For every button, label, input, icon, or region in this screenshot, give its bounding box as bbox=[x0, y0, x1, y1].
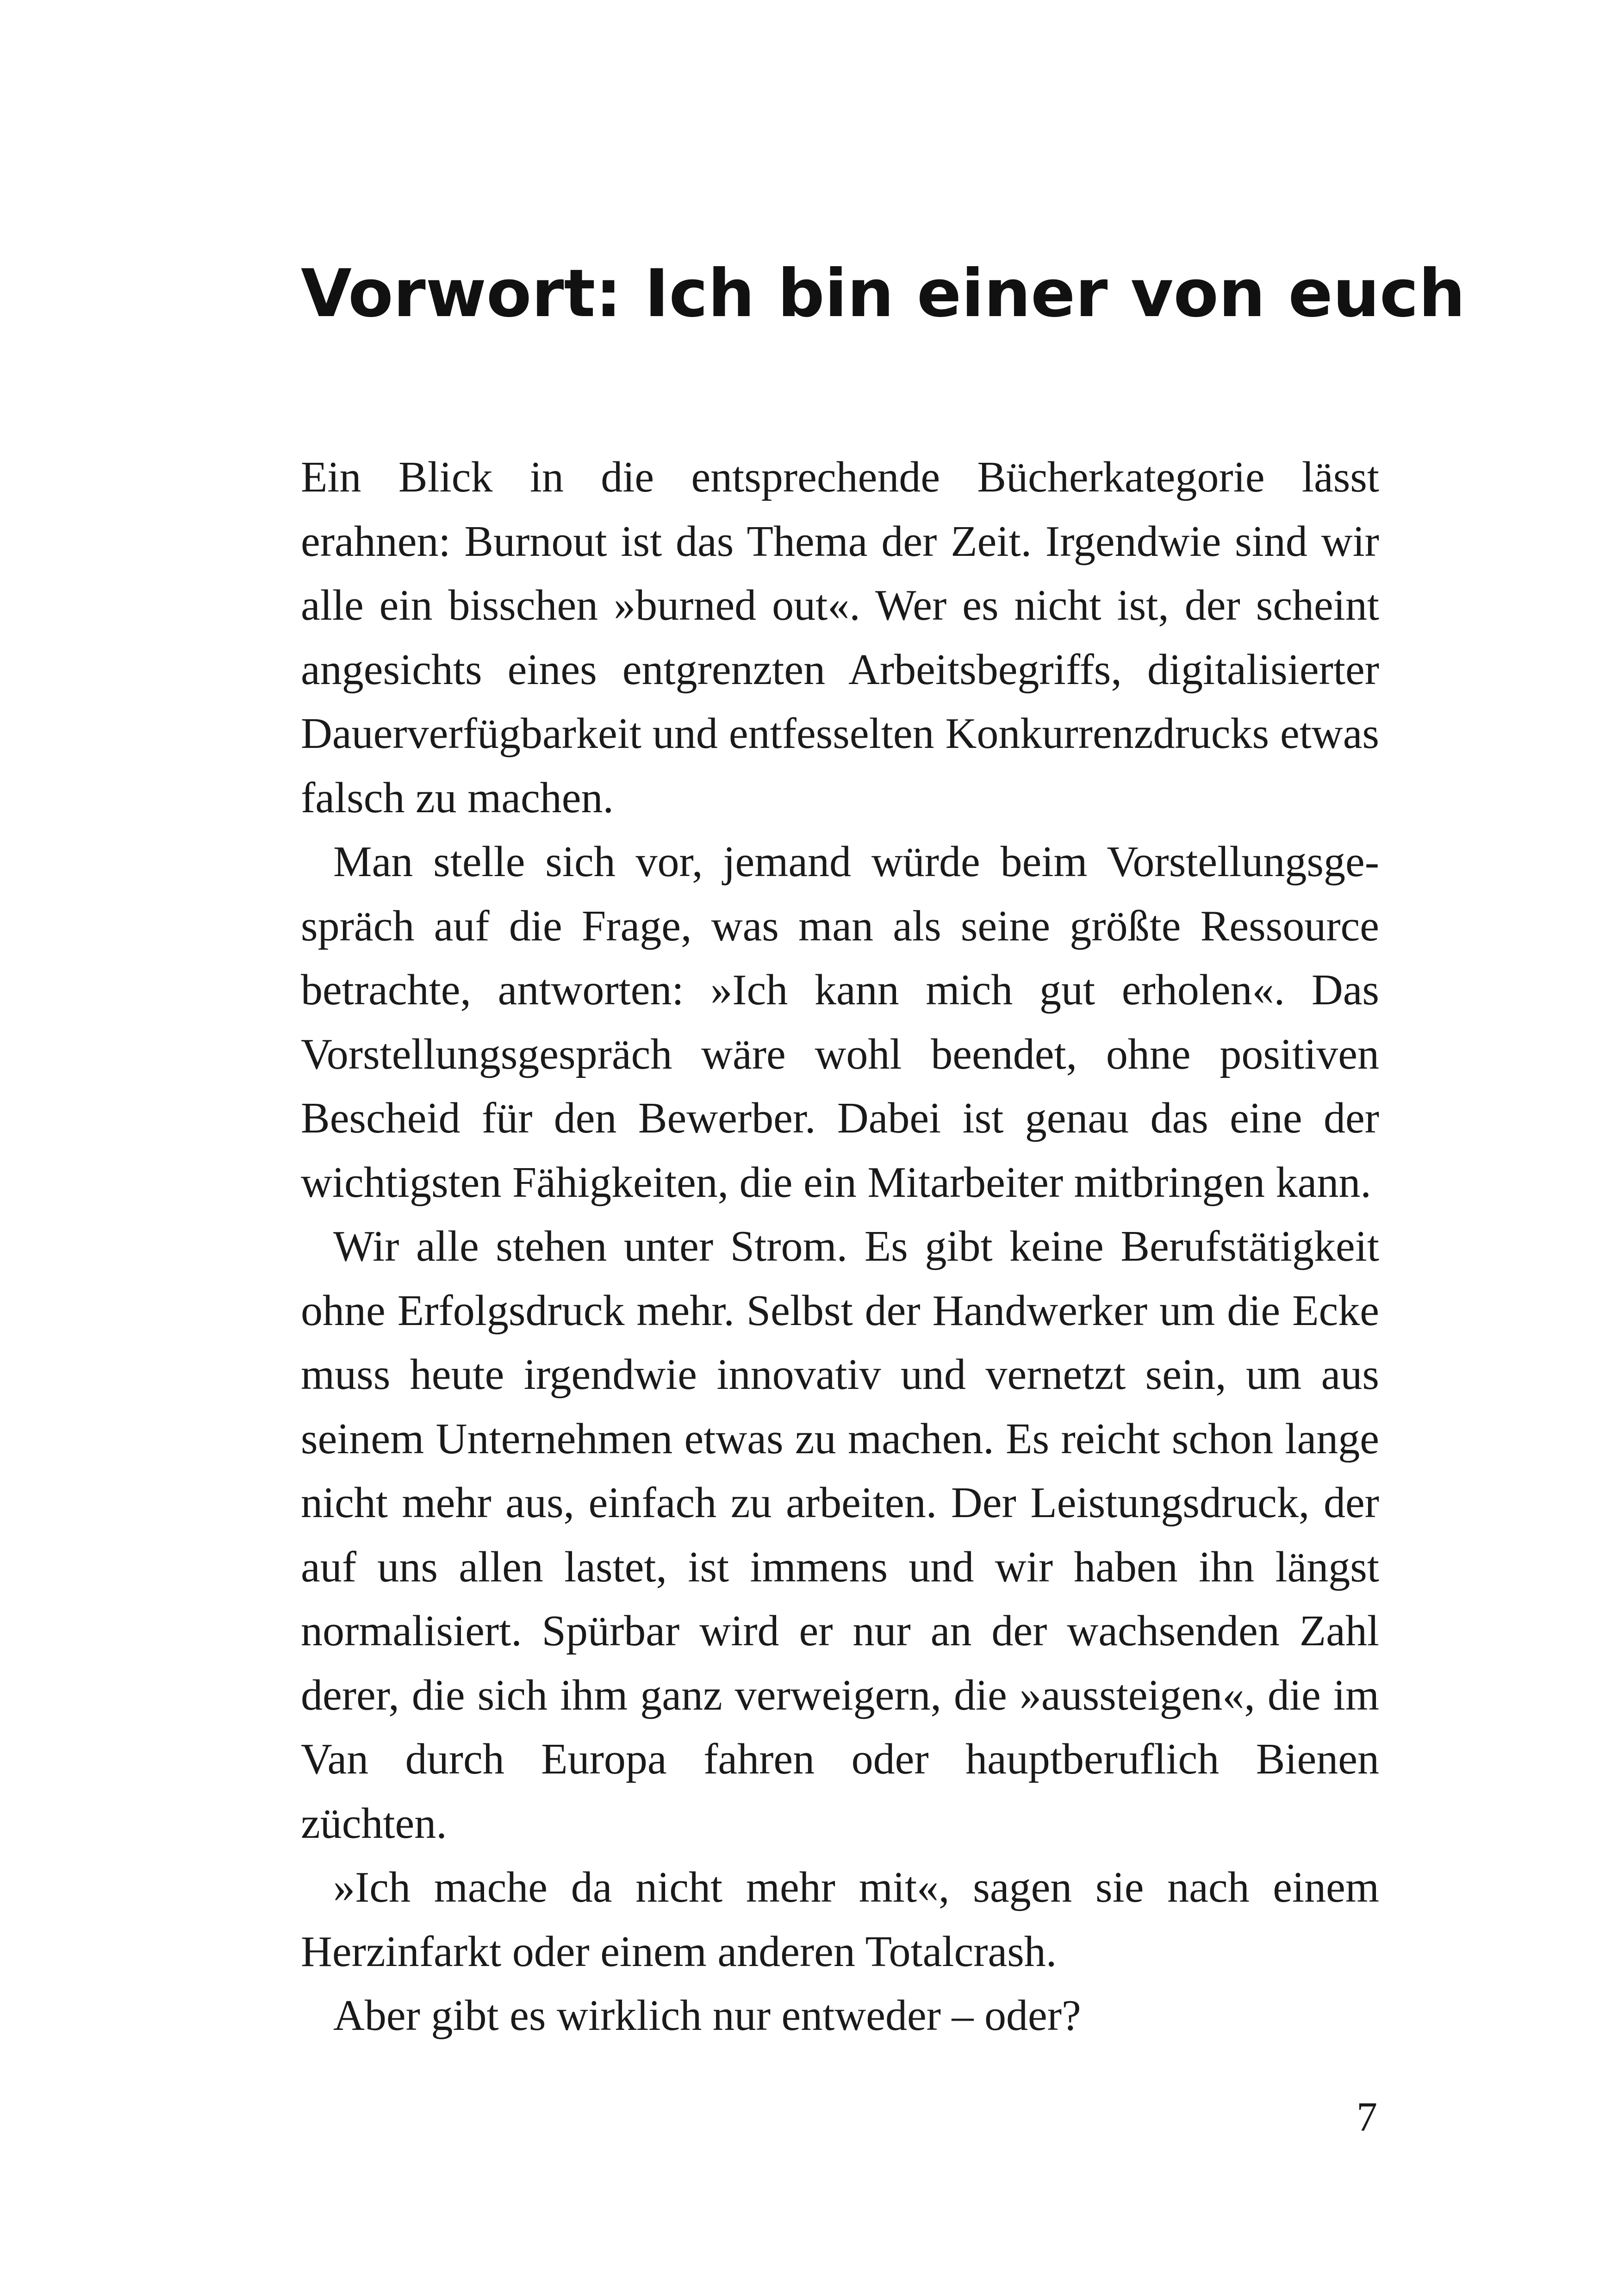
paragraph-5: Aber gibt es wirklich nur entweder – oder? bbox=[333, 1991, 1081, 2040]
chapter-title: Vorwort: Ich bin einer von euch bbox=[301, 255, 1466, 332]
paragraph-4: »Ich mache da nicht mehr mit«, sagen sie nach einem Herzinfarkt oder einem anderen Totalcrash. bbox=[301, 1863, 1379, 1976]
paragraph-3: Wir alle stehen unter Strom. Es gibt keine Berufstätigkeit ohne Erfolgsdruck mehr. Selbst der Handwerker um die Ecke muss heute irgendwie innovativ und vernetzt sein, um aus seinem Unternehmen etwas zu machen. Es reicht schon lange nicht mehr aus, einfach zu arbeiten. Der Leistungsdruck, der auf uns allen lastet, ist immens und wir haben ihn längst normalisiert. Spürbar wird er nur an der wachsenden Zahl derer, die sich ihm ganz verweigern, die »aussteigen«, die im Van durch Europa fahren oder hauptberuflich Bienen züchten. bbox=[301, 1222, 1379, 1848]
paragraph-2: Man stelle sich vor, jemand würde beim Vorstellungsgespräch auf die Frage, was man als seine größte Ressource betrachte, antworten: »Ich kann mich gut erholen«. Das Vorstellungsgespräch wäre wohl beendet, ohne positiven Bescheid für den Bewerber. Dabei ist genau das eine der wichtigsten Fähigkeiten, die ein Mitarbeiter mitbringen kann. bbox=[301, 838, 1379, 1207]
body-text bbox=[301, 445, 1379, 2048]
paragraph-1: Ein Blick in die entsprechende Bücherkategorie lässt erahnen: Burnout ist das Thema der Zeit. Irgendwie sind wir alle ein bisschen »burned out«. Wer es nicht ist, der scheint angesichts eines entgrenzten Arbeitsbegriffs, digitalisierter Dauerverfügbarkeit und entfesselten Konkurrenzdrucks etwas falsch zu machen. bbox=[301, 453, 1379, 822]
page-number: 7 bbox=[1357, 2094, 1377, 2140]
